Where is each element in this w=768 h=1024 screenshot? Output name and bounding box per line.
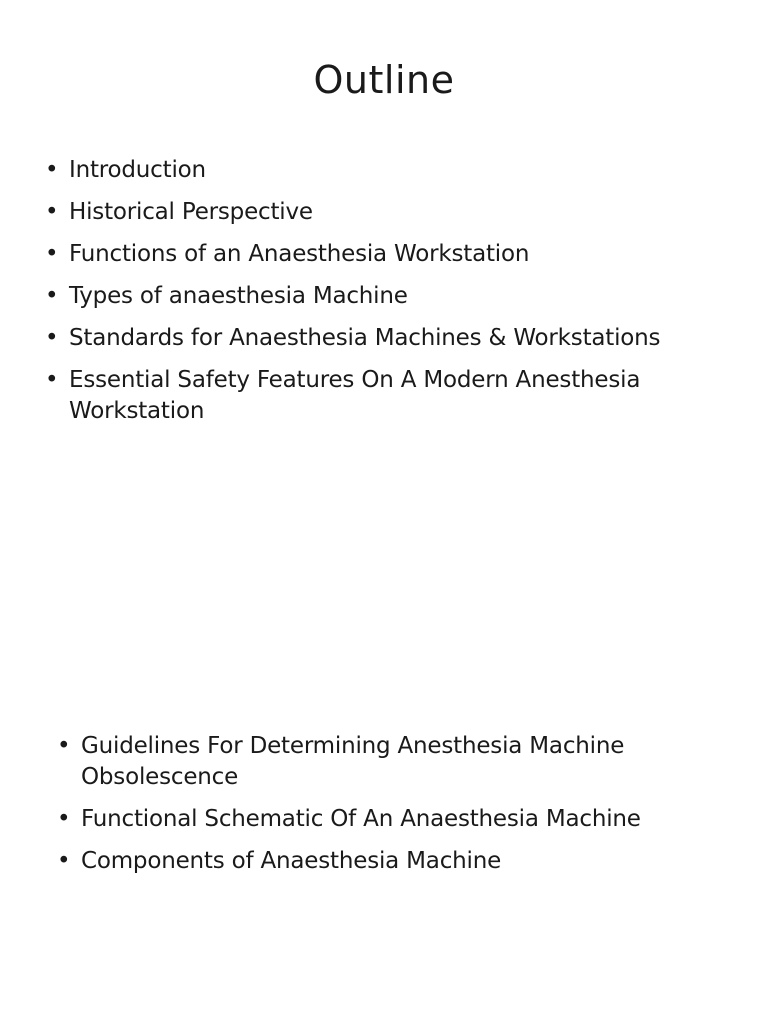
list-item xyxy=(57,731,747,793)
bullet-icon: • xyxy=(57,848,71,874)
bullet-icon: • xyxy=(45,241,59,267)
bullet-icon: • xyxy=(57,806,71,832)
bullet-icon: • xyxy=(57,733,71,759)
list-item-text: Historical Perspective xyxy=(69,199,313,225)
list-item xyxy=(45,155,745,186)
outline-list-primary xyxy=(45,155,745,438)
list-item xyxy=(45,323,745,354)
list-item xyxy=(45,239,745,270)
list-item-text: Functions of an Anaesthesia Workstation xyxy=(69,241,530,267)
list-item xyxy=(57,804,747,835)
list-item xyxy=(45,365,745,427)
list-item-text: Types of anaesthesia Machine xyxy=(69,283,408,309)
bullet-icon: • xyxy=(45,157,59,183)
list-item-text: Functional Schematic Of An Anaesthesia Machine xyxy=(81,806,641,832)
bullet-icon: • xyxy=(45,325,59,351)
list-item-text: Essential Safety Features On A Modern Anesthesia Workstation xyxy=(69,367,641,424)
list-item-text: Standards for Anaesthesia Machines & Workstations xyxy=(69,325,661,351)
list-item-text: Guidelines For Determining Anesthesia Machine Obsolescence xyxy=(81,733,625,790)
list-item xyxy=(45,197,745,228)
outline-list-secondary xyxy=(57,731,747,888)
list-item-text: Introduction xyxy=(69,157,206,183)
list-item-text: Components of Anaesthesia Machine xyxy=(81,848,502,874)
list-item xyxy=(57,846,747,877)
bullet-icon: • xyxy=(45,199,59,225)
page-title: Outline xyxy=(313,58,455,102)
bullet-icon: • xyxy=(45,283,59,309)
bullet-icon: • xyxy=(45,367,59,393)
list-item xyxy=(45,281,745,312)
